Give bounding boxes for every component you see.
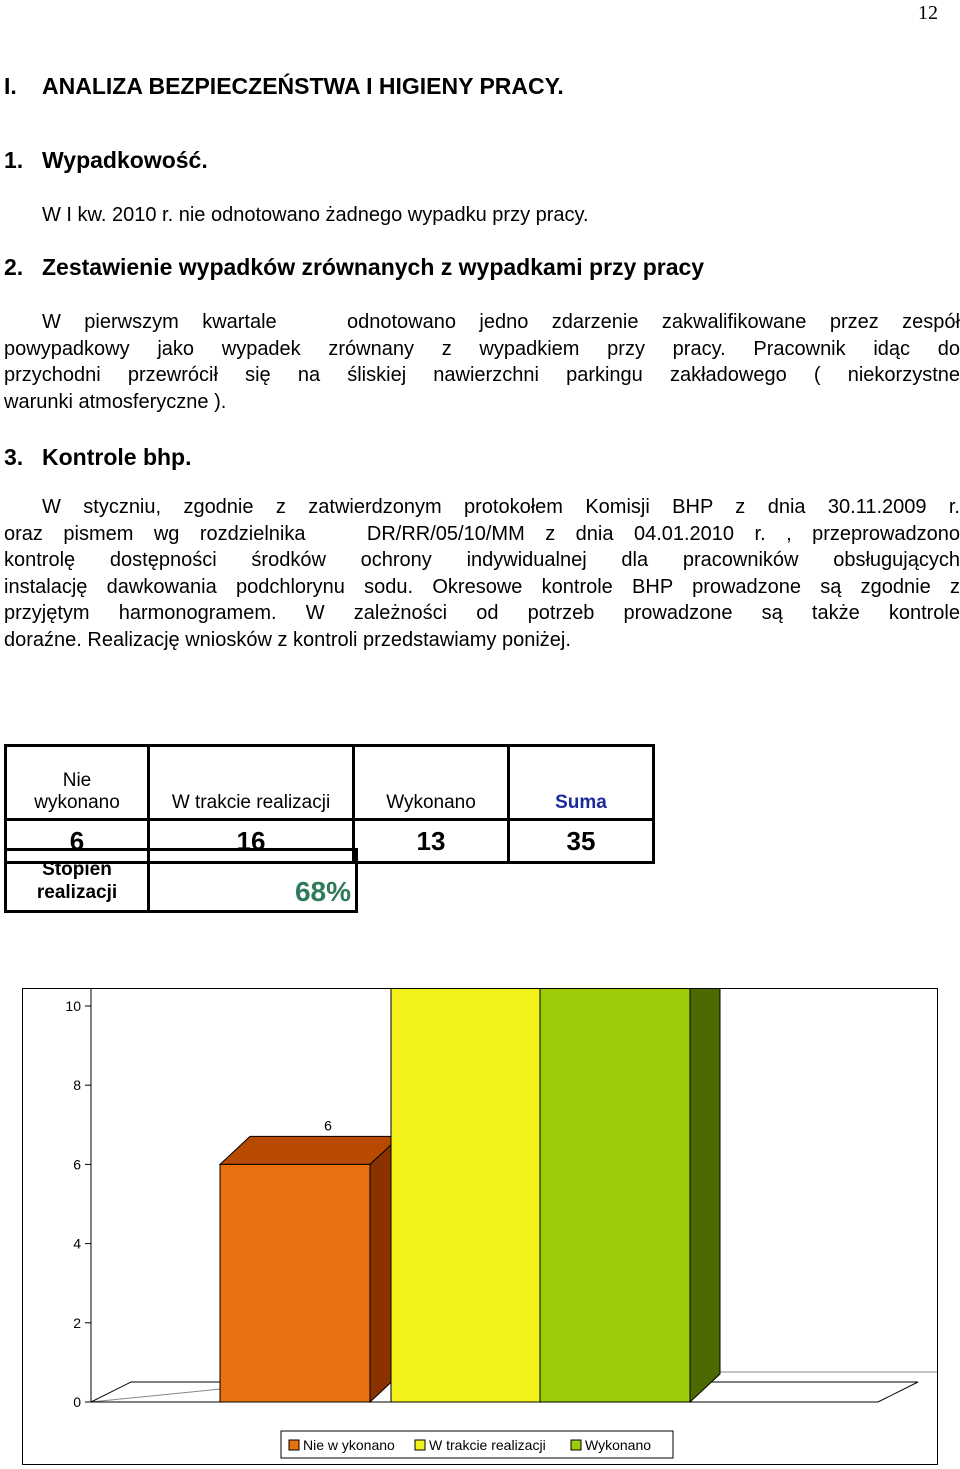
summary-table [4, 744, 655, 864]
paragraph-line: instalację dawkowania podchlorynu sodu. Okresowe kontrole BHP prowadzone są zgodnie z [4, 575, 960, 598]
value-wykonano: 13 [354, 820, 509, 863]
paragraph-line: kontrolę dostępności środków ochrony indywidualnej dla pracowników obsługujących [4, 549, 960, 571]
subsection-2-heading [4, 254, 704, 281]
legend-label-1: Nie w ykonano [303, 1437, 395, 1453]
header-w-trakcie: W trakcie realizacji [149, 746, 354, 820]
chart-container [22, 988, 938, 1465]
header-suma: Suma [509, 746, 654, 820]
y-tick-label: 4 [73, 1235, 81, 1252]
section-title: ANALIZA BEZPIECZEŃSTWA I HIGIENY PRACY. [42, 73, 564, 99]
legend-swatch-3 [571, 1440, 581, 1450]
bar-3 [540, 989, 690, 1402]
summary-header-row [6, 746, 654, 820]
legend-label-2: W trakcie realizacji [429, 1437, 546, 1453]
header-nie-line2: wykonano [34, 792, 120, 813]
y-tick-label: 8 [73, 1077, 81, 1094]
bar-2 [391, 989, 541, 1402]
subsection-1-text: W I kw. 2010 r. nie odnotowano żadnego wypadku przy pracy. [42, 204, 589, 226]
subsection-2-number: 2. [4, 254, 24, 280]
subsection-3-heading [4, 444, 191, 471]
legend-label-3: Wykonano [585, 1437, 652, 1453]
paragraph-line: W styczniu, zgodnie z zatwierdzonym protokołem Komisji BHP z dnia 30.11.2009 r. [42, 496, 960, 518]
bar-top-1 [220, 1136, 400, 1164]
subsection-1-number: 1. [4, 147, 24, 173]
header-nie-wykonano [6, 746, 149, 820]
subsection-1-title: Wypadkowość. [42, 147, 208, 173]
header-wykonano: Wykonano [354, 746, 509, 820]
value-nie-wykonano: 6 [6, 820, 149, 863]
subsection-1-heading [4, 147, 208, 174]
section-number: I. [4, 73, 17, 99]
y-tick-label: 6 [73, 1156, 81, 1173]
legend-swatch-1 [289, 1440, 299, 1450]
section-heading [4, 73, 564, 100]
completion-value: 68% [149, 850, 357, 912]
bar-1 [220, 1164, 370, 1402]
page-number: 12 [918, 2, 938, 24]
completion-table [4, 848, 358, 913]
paragraph-line: powypadkowy jako wypadek zrównany z wypadkiem przy pracy. Pracownik idąc do [4, 337, 960, 360]
header-nie-line1: Nie [62, 770, 92, 791]
subsection-3-number: 3. [4, 444, 24, 470]
paragraph-line: oraz pismem wg rozdzielnika DR/RR/05/10/MM z dnia 04.01.2010 r. , przeprowadzono [4, 522, 960, 545]
completion-row [6, 850, 357, 912]
y-tick-label: 2 [73, 1314, 81, 1331]
value-suma: 35 [509, 820, 654, 863]
y-tick-label: 10 [65, 998, 81, 1014]
subsection-3-title: Kontrole bhp. [42, 444, 192, 470]
bar-side-3 [690, 989, 720, 1402]
paragraph-line: W pierwszym kwartale odnotowano jedno zdarzenie zakwalifikowane przez zespół [42, 311, 960, 333]
value-w-trakcie: 16 [149, 820, 354, 863]
subsection-3-paragraph [4, 494, 960, 653]
legend-swatch-2 [415, 1440, 425, 1450]
paragraph-line: przychodni przewrócił się na śliskiej nawierzchni parkingu zakładowego ( niekorzystne [4, 364, 960, 386]
paragraph-line: warunki atmosferyczne ). [4, 390, 227, 413]
subsection-2-paragraph [4, 309, 960, 415]
paragraph-line: przyjętym harmonogramem. W zależności od potrzeb prowadzone są także kontrole [4, 602, 960, 624]
completion-label-line2: realizacji [36, 881, 118, 903]
completion-label [6, 850, 149, 912]
paragraph-line: doraźne. Realizację wniosków z kontroli przedstawiamy poniżej. [4, 628, 571, 651]
completion-label-line1: Stopień [42, 858, 112, 880]
bar-chart [23, 989, 937, 1464]
y-tick-label: 0 [73, 1394, 81, 1410]
data-label-1: 6 [324, 1117, 332, 1134]
subsection-2-title: Zestawienie wypadków zrównanych z wypadkami przy pracy [42, 254, 705, 280]
